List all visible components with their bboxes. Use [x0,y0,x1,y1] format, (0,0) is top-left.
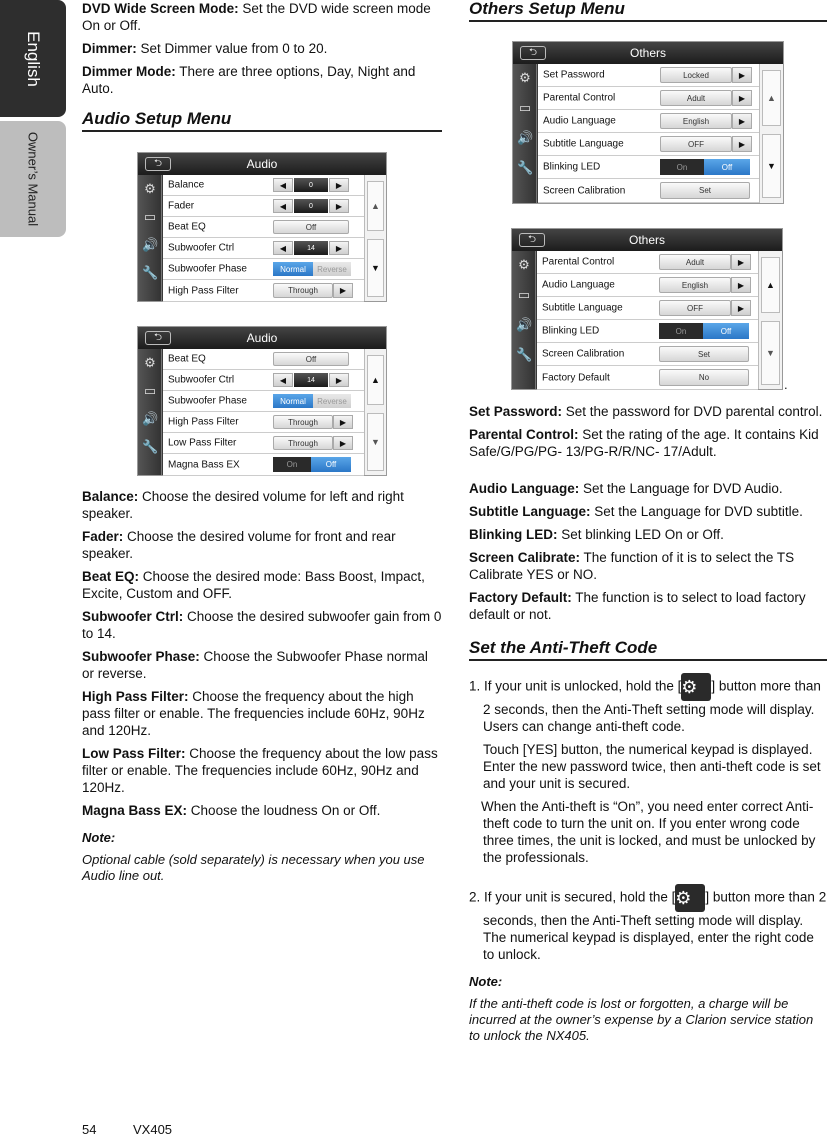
display-icon: ▭ [518,100,532,115]
others-screen-1: ⮌ Others ⚙ ▭ 🔊 🔧 Set Password Locked ▶ Parental Control Adult ▶ Audio Language English ▶ Subtitle Language OFF ▶ Blinking LED On Off Screen Calibration Set ▲ ▼ [512,41,784,204]
wrench-icon: 🔧 [516,347,533,362]
audio-screen-1: ⮌ Audio ⚙ ▭ 🔊 🔧 Balance ◀ 0 ▶ Fader ◀ 0 ▶ Beat EQ Off Subwoofer Ctrl ◀ 14 ▶ Subwoofer Phase Normal Reverse High Pass Filter Through ▶ ▲ ▼ [137,152,387,302]
audio-screen-title: ⮌ Audio [138,153,386,175]
speaker-icon: 🔊 [142,237,159,252]
speaker-icon: 🔊 [517,130,534,145]
back-icon[interactable]: ⮌ [519,233,545,247]
back-icon[interactable]: ⮌ [145,331,171,345]
audio-setup-heading: Audio Setup Menu [82,110,442,132]
speaker-icon: 🔊 [516,317,533,332]
others-setup-heading: Others Setup Menu [469,0,827,22]
display-icon: ▭ [143,209,157,224]
gear-icon: ⚙ [144,181,156,196]
page-number: 54 [82,1122,97,1137]
gear-icon: ⚙ [675,884,705,912]
back-icon[interactable]: ⮌ [520,46,546,60]
right-column-top [469,0,827,22]
model-name: VX405 [133,1122,173,1137]
manual-tab: Owner’s Manual [0,121,66,237]
gear-icon: ⚙ [144,355,156,370]
display-icon: ▭ [143,383,157,398]
others-descriptions: Set Password: Set the password for DVD parental control. Parental Control: Set the rating of the age. It contains Kid Safe/G/PG/PG- 13/PG-R/R/NC- 17/Adult. Audio Language: Set the Language for DVD Audio. Subtitle Language: Set the Language for DVD subtitle. Blinking LED: Set blinking LED On or Off. Screen Calibrate: The function of it is to select the TS Calibrate YES or NO. Factory Default: The function is to select to load factory default or not. Set the Anti-Theft Code 1. If your unit is unlocked, hold the [⚙ ] button more than 2 seconds, then the Anti-Theft setting mode will display. Users can change anti-theft code. Touch [YES] button, the numerical keypad is displayed. Enter the new password twice, then anti-theft code is set and your unit is secured. When the Anti-theft is “On”, you need enter correct Anti-theft code to turn the unit on. If you enter wrong code three times, the unit is locked, and must be unlocked by the professionals. 2. If your unit is secured, hold the [⚙ ] button more than 2 seconds, then the Anti-Theft setting mode will display. The numerical keypad is displayed, enter the right code to unlock. Note: If the anti-theft code is lost or forgotten, a charge will be incurred at the owner’s expense by a Clarion service station to unlock the NX405. [469,404,827,1043]
anti-theft-heading: Set the Anti-Theft Code [469,639,827,661]
audio-screen-2: ⮌ Audio ⚙ ▭ 🔊 🔧 Beat EQ Off Subwoofer Ctrl ◀ 14 ▶ Subwoofer Phase Normal Reverse High Pass Filter Through ▶ Low Pass Filter Through ▶ Magna Bass EX On Off ▲ ▼ [137,326,387,476]
back-icon[interactable]: ⮌ [145,157,171,171]
gear-icon: ⚙ [681,673,711,701]
language-tab: English [0,0,66,117]
gear-icon: ⚙ [519,70,531,85]
left-column-top: DVD Wide Screen Mode: Set the DVD wide screen mode On or Off. Dimmer: Set Dimmer value from 0 to 20. Dimmer Mode: There are three options, Day, Night and Auto. Audio Setup Menu [82,0,442,132]
speaker-icon: 🔊 [142,411,159,426]
wrench-icon: 🔧 [142,265,159,280]
wrench-icon: 🔧 [517,160,534,175]
display-icon: ▭ [517,287,531,302]
wrench-icon: 🔧 [142,439,159,454]
audio-descriptions: Balance: Choose the desired volume for left and right speaker. Fader: Choose the desired volume for front and rear speaker. Beat EQ: Choose the desired mode: Bass Boost, Impact, Excite, Custom and OFF. Subwoofer Ctrl: Choose the desired subwoofer gain from 0 to 14. Subwoofer Phase: Choose the Subwoofer Phase normal or reverse. High Pass Filter: Choose the frequency about the high pass filter or enable. The frequencies include 60Hz, 90Hz and 120Hz. Low Pass Filter: Choose the frequency about the low pass filter or enable. The frequencies include 60Hz, 90Hz and 120Hz. Magna Bass EX: Choose the loudness On or Off. Note: Optional cable (sold separately) is necessary when you use Audio line out. [82,489,442,883]
gear-icon: ⚙ [518,257,530,272]
others-screen-2: ⮌ Others ⚙ ▭ 🔊 🔧 Parental Control Adult ▶ Audio Language English ▶ Subtitle Language OFF ▶ Blinking LED On Off Screen Calibration Set Factory Default No ▲ ▼ [511,228,783,390]
